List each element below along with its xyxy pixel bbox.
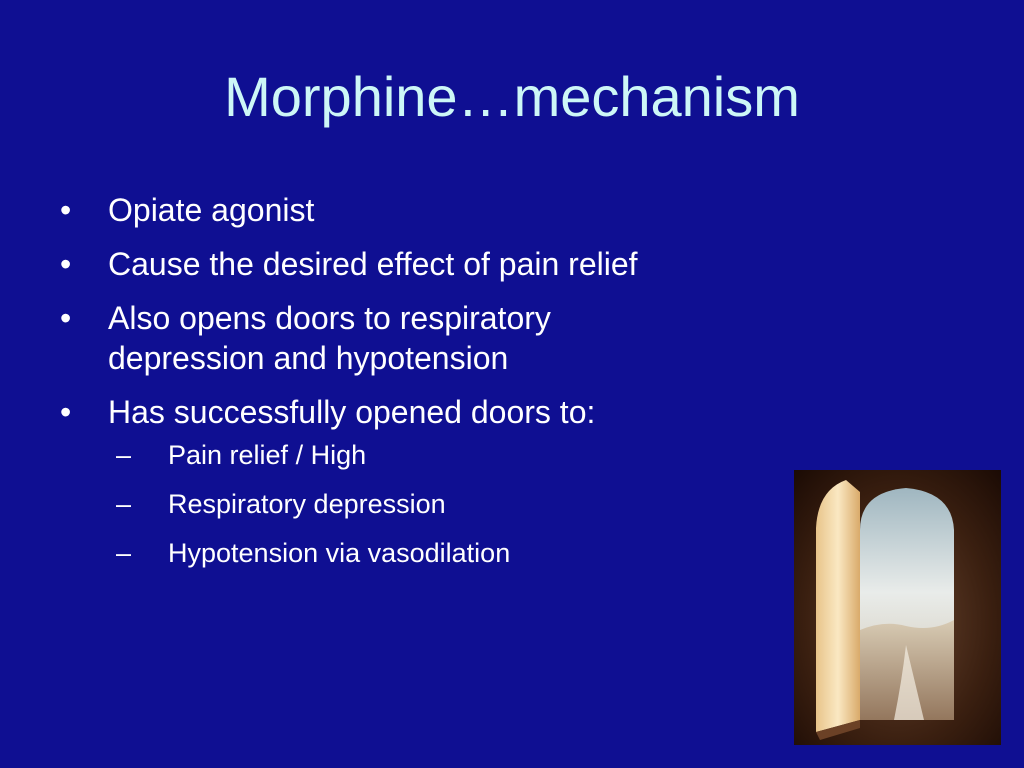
bullet-marker: •: [60, 246, 72, 282]
bullet-item: [58, 244, 738, 284]
bullet-item: [58, 190, 738, 230]
bullet-item: [58, 298, 738, 378]
sub-bullet-item: [116, 536, 738, 570]
bullet-text: Has successfully opened doors to:: [108, 394, 596, 430]
open-door-panel: [816, 480, 860, 732]
doorway-illustration: [794, 470, 1001, 745]
bullet-text: Also opens doors to respiratory depression and hypotension: [108, 300, 551, 376]
bullet-item: [58, 392, 738, 570]
sub-bullet-text: Hypotension via vasodilation: [168, 538, 511, 568]
sub-bullet-marker: –: [116, 538, 132, 568]
slide-title: Morphine…mechanism: [224, 65, 800, 128]
sub-bullet-list: [108, 438, 738, 570]
sub-bullet-item: [116, 438, 738, 472]
bullet-marker: •: [60, 394, 72, 430]
bullet-marker: •: [60, 192, 72, 228]
bullet-list: [58, 190, 738, 585]
bullet-text: Cause the desired effect of pain relief: [108, 246, 638, 282]
sub-bullet-marker: –: [116, 440, 132, 470]
sub-bullet-text: Respiratory depression: [168, 489, 446, 519]
bullet-text: Opiate agonist: [108, 192, 315, 228]
sub-bullet-marker: –: [116, 489, 132, 519]
sub-bullet-text: Pain relief / High: [168, 440, 367, 470]
sub-bullet-item: [116, 487, 738, 521]
open-doorway-image: [794, 470, 1001, 745]
bullet-marker: •: [60, 300, 72, 336]
